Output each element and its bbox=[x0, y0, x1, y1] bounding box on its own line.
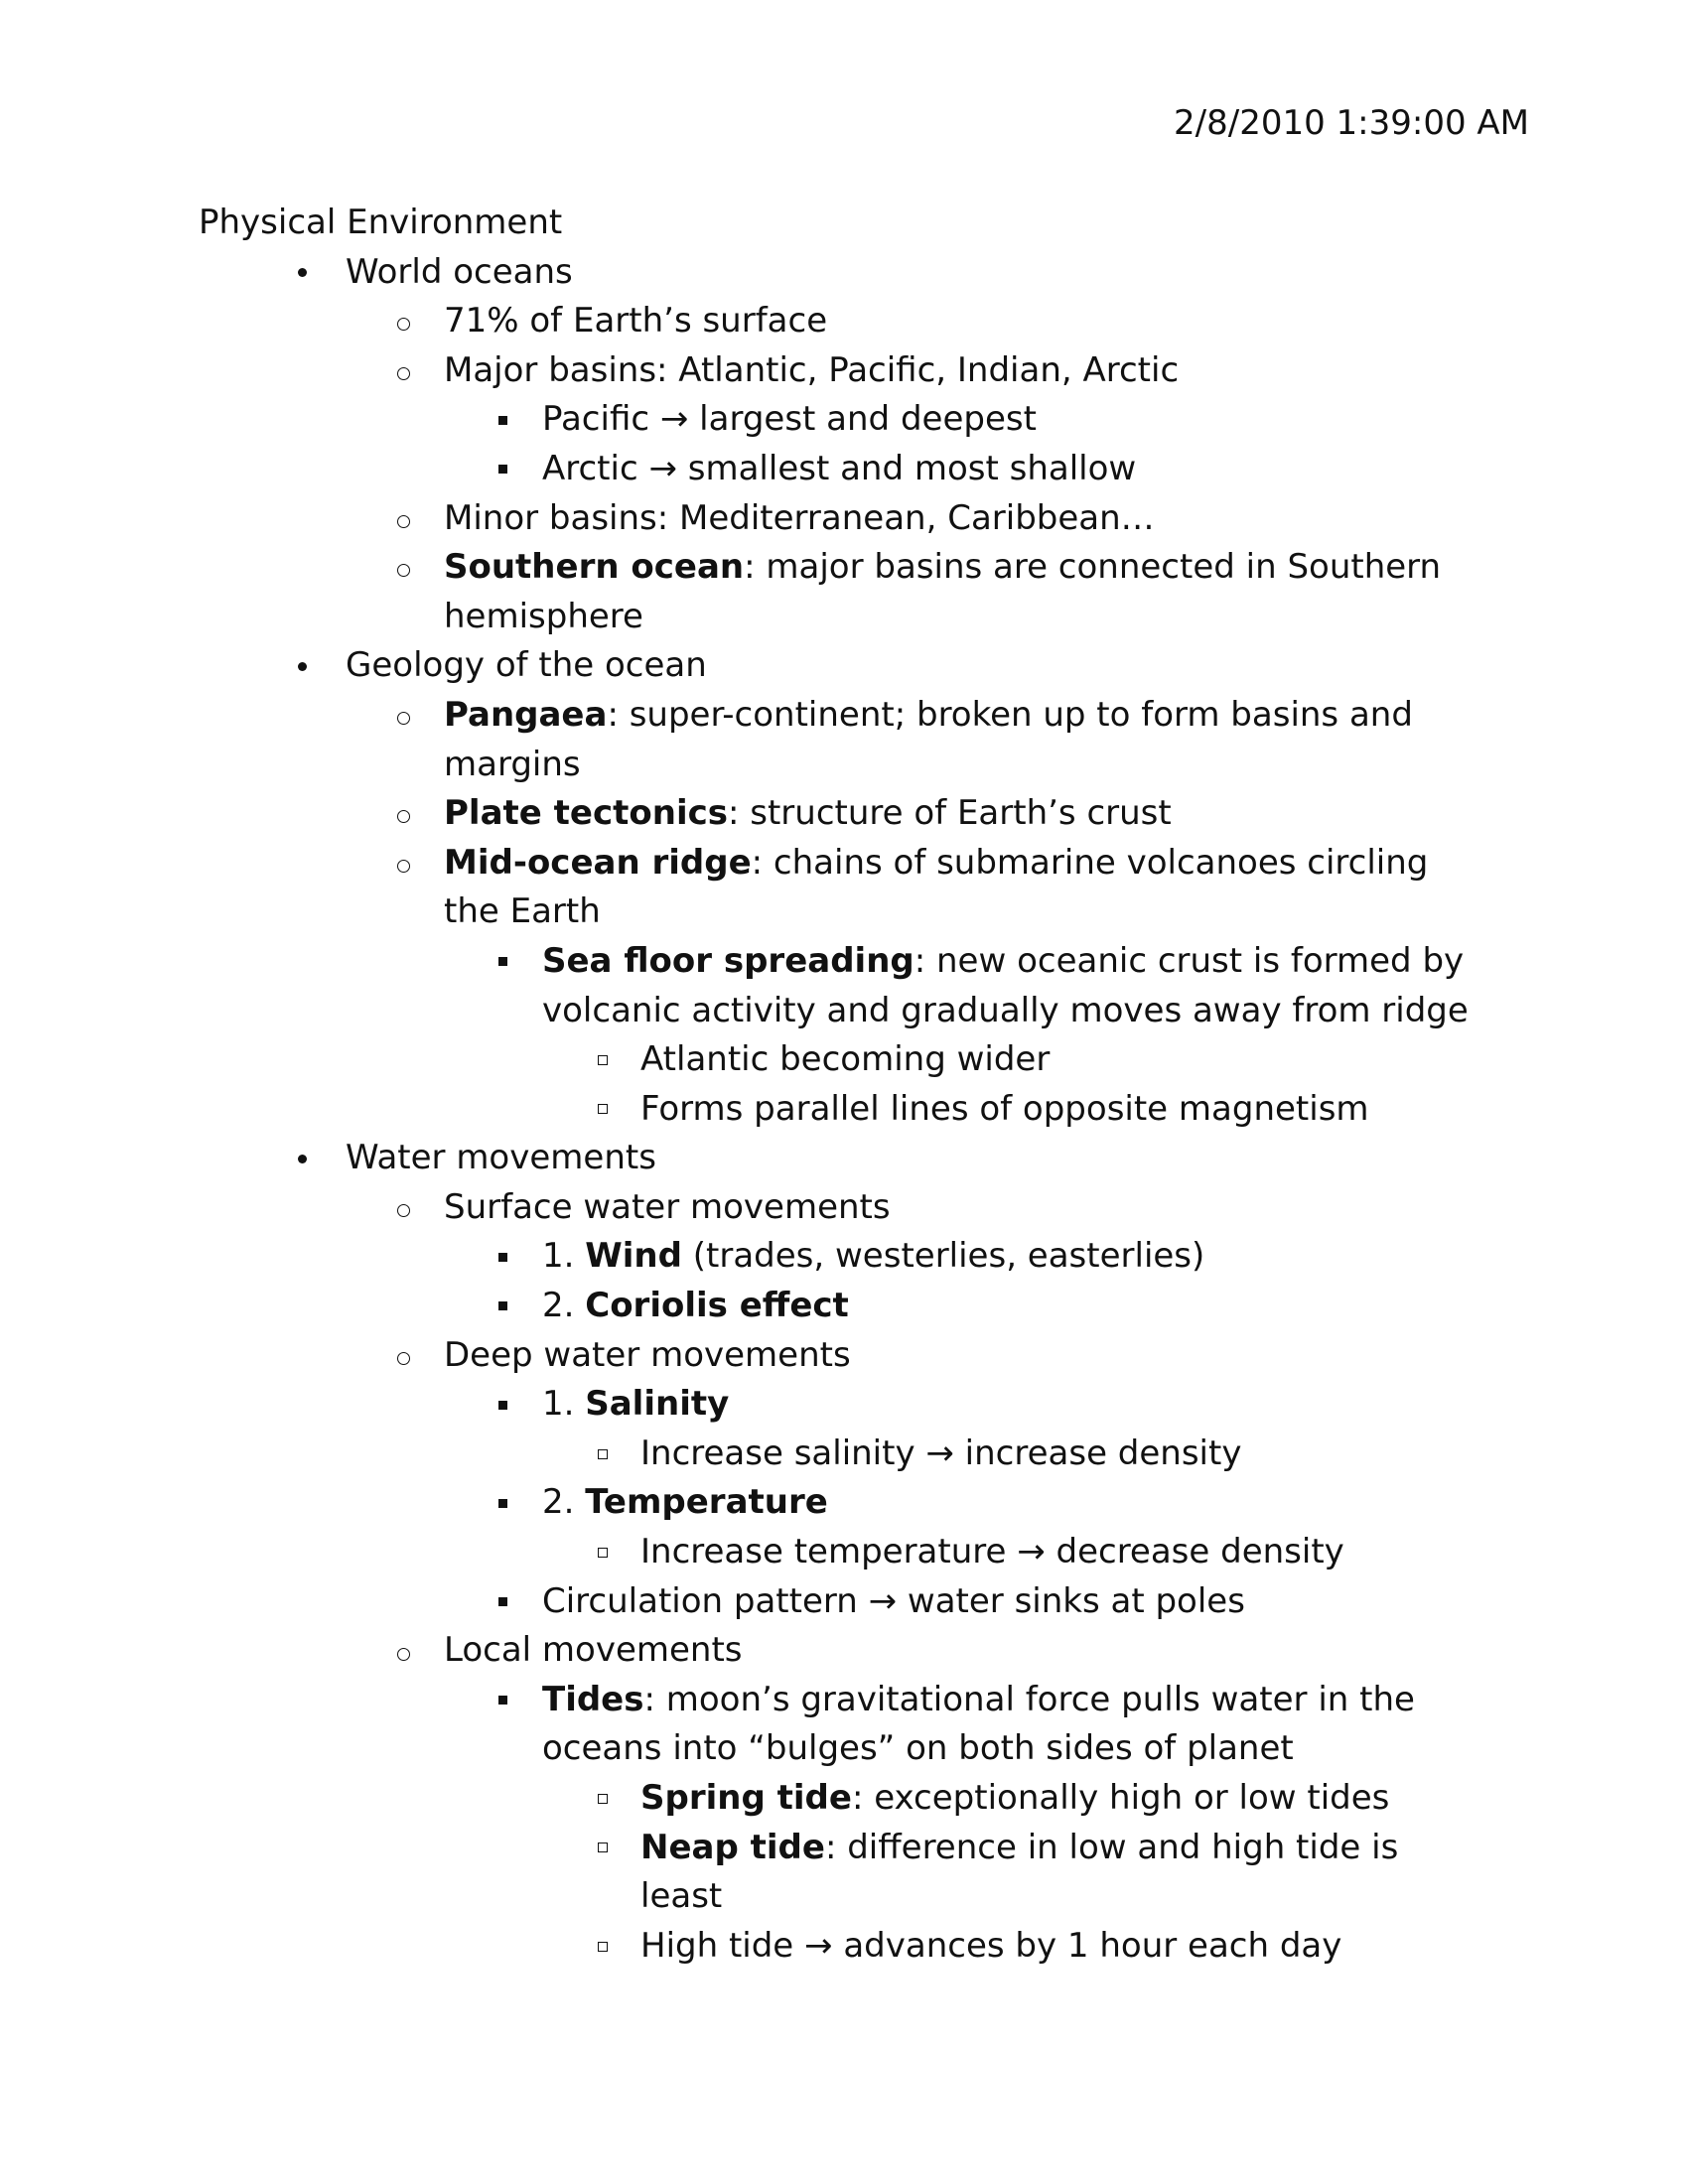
item-text: Increase temperature → decrease density bbox=[640, 1532, 1344, 1572]
circle-bullet-icon bbox=[388, 1183, 418, 1233]
item-number: 2. bbox=[542, 1286, 586, 1326]
item-text: Deep water movements bbox=[444, 1334, 851, 1375]
outline-item-text bbox=[444, 543, 1487, 641]
term: Mid-ocean ridge bbox=[444, 842, 752, 883]
outline-item bbox=[0, 1626, 1487, 1676]
outline-item bbox=[0, 297, 1487, 346]
outline-item bbox=[0, 1085, 1487, 1135]
item-text: : major basins are connected in Southern hemisphere bbox=[444, 547, 1442, 636]
outline-item bbox=[0, 346, 1487, 396]
outline-item bbox=[0, 1774, 1487, 1824]
outline-item-text bbox=[444, 839, 1487, 937]
term: Plate tectonics bbox=[444, 793, 728, 834]
outline-item bbox=[0, 1528, 1487, 1577]
item-text: Local movements bbox=[444, 1630, 743, 1671]
circle-bullet-icon bbox=[388, 1331, 418, 1381]
outline-item bbox=[0, 1035, 1487, 1085]
item-text: Geology of the ocean bbox=[346, 645, 707, 686]
outline-item-text bbox=[444, 346, 1179, 396]
circle-bullet-icon bbox=[388, 1626, 418, 1676]
outline-item bbox=[0, 445, 1487, 494]
outline-item-text bbox=[542, 937, 1487, 1035]
outline-item bbox=[0, 543, 1487, 641]
outline-item bbox=[0, 494, 1487, 544]
term: Pangaea bbox=[444, 694, 608, 735]
outline-item bbox=[0, 1676, 1487, 1774]
item-text: : moon’s gravitational force pulls water in the oceans into “bulges” on both sides of planet bbox=[542, 1679, 1415, 1769]
item-number: 1. bbox=[542, 1384, 586, 1425]
page-title: Physical Environment bbox=[199, 203, 563, 242]
outline-item-text bbox=[542, 1380, 729, 1430]
square-bullet-icon bbox=[488, 1676, 517, 1725]
outline-item bbox=[0, 248, 1487, 298]
outline-item-text bbox=[444, 297, 827, 346]
square-bullet-icon bbox=[488, 1478, 517, 1528]
hollow-square-bullet-icon bbox=[588, 1085, 618, 1135]
circle-bullet-icon bbox=[388, 297, 418, 346]
item-text: : super-continent; broken up to form basins and margins bbox=[444, 694, 1413, 784]
outline-item bbox=[0, 1232, 1487, 1282]
item-text: 71% of Earth’s surface bbox=[444, 301, 828, 341]
outline-item bbox=[0, 1824, 1487, 1922]
outline-item-text bbox=[542, 395, 1037, 445]
outline-item bbox=[0, 1922, 1487, 1972]
outline-item bbox=[0, 691, 1487, 789]
outline-item-text bbox=[640, 1085, 1369, 1135]
outline-item-text bbox=[346, 641, 707, 691]
outline-item-text bbox=[542, 1676, 1487, 1774]
term: Spring tide bbox=[640, 1778, 852, 1818]
term: Coriolis effect bbox=[585, 1286, 849, 1326]
square-bullet-icon bbox=[488, 1232, 517, 1282]
item-text: Arctic → smallest and most shallow bbox=[542, 448, 1137, 488]
square-bullet-icon bbox=[488, 445, 517, 494]
term: Neap tide bbox=[640, 1827, 825, 1867]
term: Wind bbox=[585, 1236, 682, 1277]
square-bullet-icon bbox=[488, 1282, 517, 1331]
circle-bullet-icon bbox=[388, 789, 418, 839]
circle-bullet-icon bbox=[388, 691, 418, 741]
item-text: Forms parallel lines of opposite magnetism bbox=[640, 1088, 1369, 1129]
outline-item bbox=[0, 1331, 1487, 1381]
outline-item-text bbox=[542, 1577, 1245, 1627]
item-text: Circulation pattern → water sinks at poles bbox=[542, 1580, 1245, 1621]
item-text: Pacific → largest and deepest bbox=[542, 399, 1037, 440]
hollow-square-bullet-icon bbox=[588, 1774, 618, 1824]
outline-item-text bbox=[444, 789, 1172, 839]
outline-item-text bbox=[640, 1528, 1344, 1577]
term: Sea floor spreading bbox=[542, 940, 914, 981]
outline-item-text bbox=[444, 1331, 851, 1381]
outline-item-text bbox=[444, 494, 1155, 544]
outline-item bbox=[0, 1478, 1487, 1528]
item-text: Major basins: Atlantic, Pacific, Indian, Arctic bbox=[444, 349, 1180, 390]
circle-bullet-icon bbox=[388, 346, 418, 396]
term: Tides bbox=[542, 1679, 644, 1719]
disc-bullet-icon bbox=[287, 1134, 317, 1183]
circle-bullet-icon bbox=[388, 494, 418, 544]
outline-item-text bbox=[444, 1183, 891, 1233]
outline-item-text bbox=[542, 1478, 828, 1528]
item-text: : difference in low and high tide is least bbox=[640, 1827, 1399, 1917]
item-text: Increase salinity → increase density bbox=[640, 1433, 1242, 1473]
outline-item-text bbox=[346, 1134, 656, 1183]
outline-item-text bbox=[640, 1430, 1241, 1479]
outline-item-text bbox=[444, 691, 1487, 789]
square-bullet-icon bbox=[488, 1380, 517, 1430]
item-text: : structure of Earth’s crust bbox=[728, 793, 1172, 834]
outline-item bbox=[0, 1577, 1487, 1627]
outline-item bbox=[0, 641, 1487, 691]
outline-item bbox=[0, 789, 1487, 839]
square-bullet-icon bbox=[488, 937, 517, 987]
notes-outline bbox=[0, 248, 1688, 1972]
outline-item-text bbox=[542, 1282, 849, 1331]
item-text: High tide → advances by 1 hour each day bbox=[640, 1925, 1342, 1966]
item-number: 2. bbox=[542, 1482, 586, 1523]
outline-item bbox=[0, 839, 1487, 937]
disc-bullet-icon bbox=[287, 248, 317, 298]
hollow-square-bullet-icon bbox=[588, 1922, 618, 1972]
outline-item bbox=[0, 1380, 1487, 1430]
term: Salinity bbox=[585, 1384, 730, 1425]
outline-item-text bbox=[640, 1824, 1487, 1922]
square-bullet-icon bbox=[488, 1577, 517, 1627]
outline-item bbox=[0, 395, 1487, 445]
outline-item-text bbox=[640, 1035, 1050, 1085]
outline-item-text bbox=[444, 1626, 743, 1676]
term: Temperature bbox=[585, 1482, 828, 1523]
outline-item bbox=[0, 1183, 1487, 1233]
item-text: Minor basins: Mediterranean, Caribbean… bbox=[444, 497, 1155, 538]
hollow-square-bullet-icon bbox=[588, 1528, 618, 1577]
outline-item-text bbox=[640, 1922, 1341, 1972]
item-text: Surface water movements bbox=[444, 1186, 891, 1227]
outline-item bbox=[0, 937, 1487, 1035]
hollow-square-bullet-icon bbox=[588, 1824, 618, 1873]
circle-bullet-icon bbox=[388, 543, 418, 593]
disc-bullet-icon bbox=[287, 641, 317, 691]
term: Southern ocean bbox=[444, 547, 745, 588]
square-bullet-icon bbox=[488, 395, 517, 445]
item-text: : chains of submarine volcanoes circling the Earth bbox=[444, 842, 1429, 932]
outline-item bbox=[0, 1430, 1487, 1479]
outline-item-text bbox=[542, 1232, 1204, 1282]
outline-item-text bbox=[542, 445, 1136, 494]
item-text: Atlantic becoming wider bbox=[640, 1039, 1051, 1080]
item-text: : exceptionally high or low tides bbox=[851, 1778, 1390, 1818]
circle-bullet-icon bbox=[388, 839, 418, 888]
outline-item-text bbox=[640, 1774, 1389, 1824]
timestamp: 2/8/2010 1:39:00 AM bbox=[1174, 103, 1529, 143]
hollow-square-bullet-icon bbox=[588, 1430, 618, 1479]
outline-item-text bbox=[346, 248, 573, 298]
item-text: Water movements bbox=[346, 1138, 656, 1178]
outline-item bbox=[0, 1282, 1487, 1331]
item-text: World oceans bbox=[346, 251, 573, 292]
item-text: : new oceanic crust is formed by volcanic activity and gradually moves away from ridge bbox=[542, 940, 1469, 1030]
item-number: 1. bbox=[542, 1236, 586, 1277]
hollow-square-bullet-icon bbox=[588, 1035, 618, 1085]
item-text: (trades, westerlies, easterlies) bbox=[681, 1236, 1205, 1277]
outline-item bbox=[0, 1134, 1487, 1183]
